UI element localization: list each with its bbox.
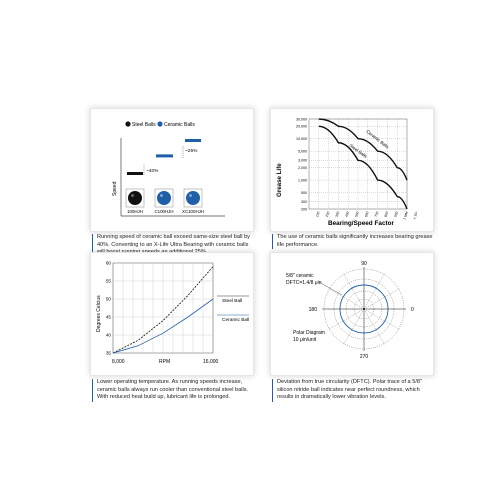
- callout-25: [183, 146, 198, 158]
- temperature-chart: [91, 253, 253, 375]
- polar-spoke: [328, 288, 364, 309]
- polar-scale: 10 μin/unit: [293, 337, 317, 343]
- polar-center: [363, 308, 365, 310]
- speed-chart-panel: [90, 108, 254, 232]
- y-tick-label: 50: [105, 296, 111, 302]
- polar-label-bottom: 270: [359, 354, 369, 360]
- caption-grease-life: The use of ceramic balls significantly increases bearing grease life performance.: [272, 234, 435, 249]
- grid: [113, 263, 213, 353]
- series-label-steel: Steel Ball: [222, 299, 243, 304]
- x-axis-label: Bearing/Speed Factor: [327, 220, 395, 227]
- leader-line: [319, 282, 342, 295]
- speed-bar: [127, 172, 143, 175]
- bearing-icon-xlife: [184, 189, 202, 207]
- x-tick-label: 500: [354, 210, 360, 218]
- caption-speed: Running speed of ceramic ball exceed same-size steel ball by 40%. Converting to an X-Life Ultra Bearing with ceramic balls: [92, 234, 255, 257]
- x-tick-label: 1 MM: [402, 210, 409, 221]
- x-tick-label: 200: [324, 210, 331, 218]
- x-tick-label: 400: [344, 210, 351, 218]
- series-label-ceramic: Ceramic Balls: [365, 128, 390, 150]
- speed-bar: [185, 139, 201, 142]
- ceramic-curve: [319, 119, 407, 180]
- y-tick-label: 300: [301, 200, 307, 205]
- caption-temperature: Lower operating temperature. As running speeds increase, ceramic balls always run cooler than conventional steel balls. With reduced heat build up, lubricant life is prolonged.: [92, 379, 255, 402]
- speed-bar: [156, 154, 173, 157]
- legend-steel-marker: [125, 121, 130, 126]
- polar-label-left: 180: [308, 307, 317, 313]
- x-tick-label: x 10⁶: [412, 210, 419, 220]
- x-axis-label: RPM: [159, 359, 171, 365]
- ceramic-spec-label: 5/8" ceramic: [286, 273, 314, 279]
- series-lines: [319, 119, 407, 209]
- y-tick-label: 1,000: [298, 178, 307, 183]
- ceramic-spec-value: DFTC=1.4/8 μin: [286, 280, 322, 286]
- polar-spoke: [343, 273, 364, 309]
- polar-diagram-panel: [270, 252, 434, 376]
- y-tick-label: 45: [105, 314, 111, 320]
- y-tick-labels: [106, 261, 112, 356]
- bearing-icon-ceramic: [155, 189, 173, 207]
- speed-chart: [91, 109, 253, 231]
- x-tick-label: 16,000: [203, 359, 219, 365]
- legend-steel-label: Steel Balls: [132, 122, 156, 128]
- y-tick-label: 55: [105, 278, 111, 284]
- y-tick-label: 3,000: [298, 158, 307, 163]
- polar-spoke: [364, 273, 385, 309]
- y-axis-label: Speed: [112, 181, 118, 196]
- x-tick-label: 300: [334, 210, 341, 218]
- polar-spoke: [364, 309, 385, 345]
- x-tick-labels: [315, 210, 419, 220]
- callout-25-label: ~25%: [185, 149, 198, 154]
- x-tick-label: 100: [315, 210, 321, 218]
- y-tick-label: 40: [105, 332, 111, 338]
- x-tick-label: 800: [383, 210, 390, 218]
- polar-label-top: 90: [361, 261, 367, 267]
- polar-spoke: [364, 288, 400, 309]
- x-tick-label: 700: [373, 210, 380, 218]
- polar-spoke: [364, 309, 400, 330]
- polar-title: Polar Diagram: [293, 330, 325, 336]
- polar-spoke: [343, 309, 364, 345]
- x-tick-label: 8,000: [112, 359, 125, 365]
- y-axis-label: Grease Life: [276, 163, 283, 197]
- category-label: C100HJH: [154, 209, 174, 214]
- callout-40: [144, 165, 159, 176]
- polar-label-right: 0: [411, 307, 414, 313]
- temperature-panel: [90, 252, 254, 376]
- legend-ceramic-label: Ceramic Balls: [164, 122, 195, 128]
- legend-ceramic-marker: [157, 121, 162, 126]
- x-tick-label: 900: [393, 210, 400, 218]
- y-tick-label: 500: [301, 190, 307, 195]
- grease-life-chart: [271, 109, 433, 231]
- y-tick-label: 60: [105, 260, 111, 266]
- y-axis-label: Degrees Celcius: [96, 295, 102, 332]
- y-tick-label: 2,000: [298, 165, 307, 170]
- category-label: 100HJH: [127, 209, 143, 214]
- bar-series: [127, 139, 201, 175]
- y-tick-label: 5,000: [298, 149, 307, 154]
- callout-40-label: ~40%: [146, 169, 159, 174]
- category-label: XC100HJH: [182, 209, 204, 214]
- y-tick-label: 30,000: [296, 117, 307, 122]
- bearing-icon-steel: [126, 189, 144, 207]
- caption-polar: Deviation from true circularity (DFTC). Polar trace of a 5/8" silicon nitride ball indicates near perfect roundness, which results in dramatically lower vibration levels.: [272, 379, 435, 402]
- y-tick-label: 200: [301, 207, 307, 212]
- y-tick-label: 35: [105, 350, 111, 356]
- polar-diagram: [271, 253, 433, 375]
- grease-life-panel: [270, 108, 434, 232]
- y-tick-label: 10,000: [296, 137, 307, 142]
- y-tick-labels: [296, 117, 307, 211]
- x-tick-label: 600: [364, 210, 370, 218]
- polar-spoke: [328, 309, 364, 330]
- series-label-ceramic: Ceramic Ball: [222, 318, 250, 323]
- y-tick-label: 20,000: [296, 124, 307, 129]
- grid: [309, 119, 407, 209]
- series-label-steel: Steel Balls: [348, 142, 369, 160]
